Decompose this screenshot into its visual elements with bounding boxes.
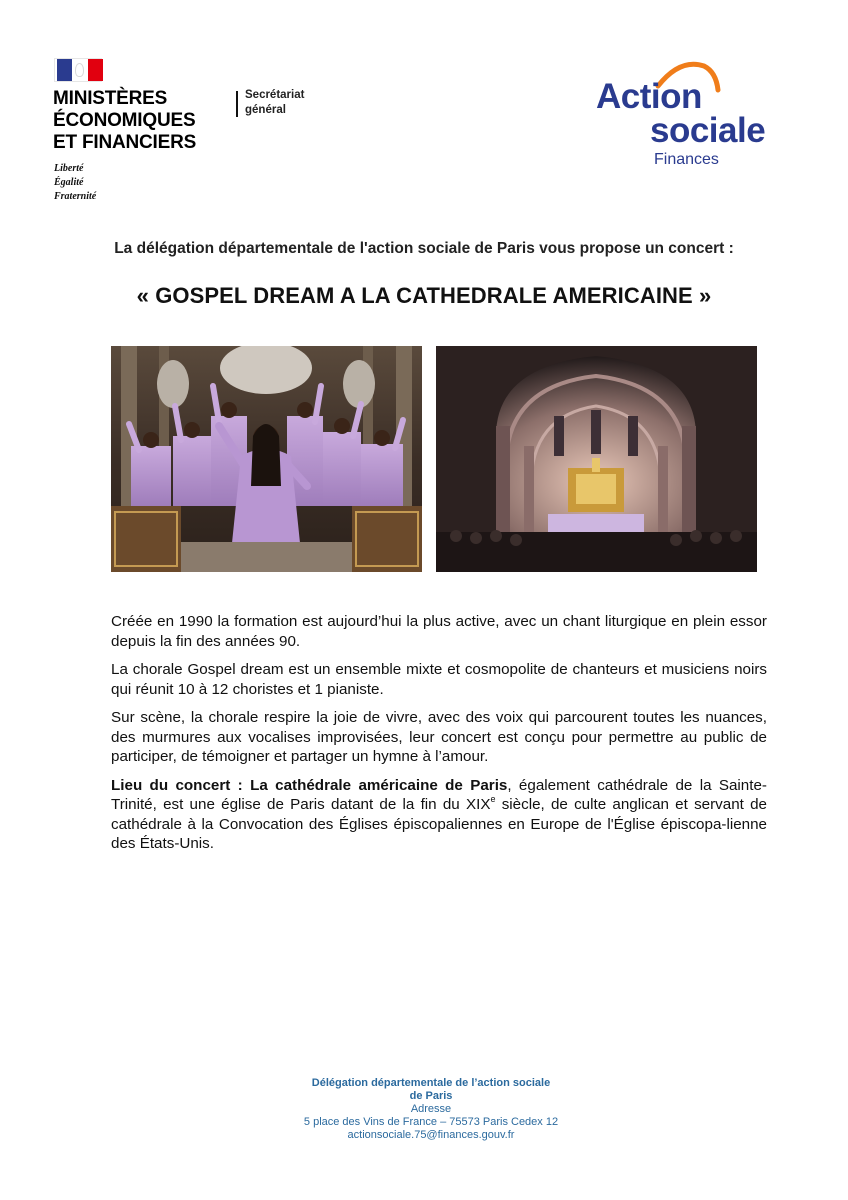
ministry-name	[53, 88, 196, 154]
motto-line: Fraternité	[54, 191, 97, 202]
ministry-name-line: ÉCONOMIQUES	[53, 110, 196, 131]
logo-word-finances: Finances	[654, 151, 719, 168]
footer-line: Délégation départementale de l’action sociale	[311, 1077, 551, 1089]
location-place: La cathédrale américaine de Paris	[250, 776, 508, 794]
footer-line: Adresse	[410, 1103, 452, 1115]
footer-email[interactable]: actionsociale.75@finances.gouv.fr	[347, 1129, 515, 1141]
location-label: Lieu du concert :	[111, 776, 243, 794]
ministry-logo	[52, 58, 352, 208]
cathedral-interior-photo	[436, 346, 757, 572]
separator-bar	[236, 91, 238, 117]
ministry-name-line: ET FINANCIERS	[53, 132, 197, 153]
paragraph: Sur scène, la chorale respire la joie de vivre, avec des voix qui parcourent toutes les nuances, des murmures aux vocalises improvisées, leur concert est conçu pour permettre au public de participer, de témoigner et partager un hymne à l’amour.	[111, 709, 767, 765]
motto-line: Liberté	[54, 163, 84, 174]
paragraph: Créée en 1990 la formation est aujourd’hui la plus active, avec un chant liturgique en plein essor depuis la fin des années 90.	[111, 613, 767, 650]
logo-word-sociale: sociale	[650, 111, 766, 150]
action-sociale-logo	[592, 60, 782, 175]
logo-word-action: Action	[596, 77, 702, 116]
paragraph-location	[111, 776, 767, 854]
location-superscript: e	[490, 793, 496, 804]
marianne-flag-icon	[54, 58, 102, 82]
location-text-a: , également cathédrale de la Sainte-Trinité, est une église de Paris datant de la fin du XIX	[111, 776, 767, 813]
republic-motto	[54, 162, 96, 204]
secretariat-line: général	[245, 104, 286, 116]
footer-line: 5 place des Vins de France – 75573 Paris Cedex 12	[303, 1116, 559, 1128]
secretariat-line: Secrétariat	[245, 89, 305, 101]
location-text-b: siècle, de culte anglican et servant de cathédrale à la Convocation des Églises épiscopaliennes en Europe de l'Église épiscopa-lienne des États-Unis.	[111, 796, 767, 852]
gospel-choir-photo	[111, 346, 422, 572]
footer-address	[250, 1077, 612, 1142]
body-text	[111, 612, 767, 863]
paragraph: La chorale Gospel dream est un ensemble mixte et cosmopolite de chanteurs et musiciens noirs qui réunit 10 à 12 choristes et 1 pianiste.	[111, 661, 767, 698]
footer-line: de Paris	[409, 1090, 453, 1102]
secretariat-label	[245, 88, 304, 118]
motto-line: Égalité	[54, 177, 84, 188]
page-title: « GOSPEL DREAM A LA CATHEDRALE AMERICAINE »	[136, 283, 712, 308]
ministry-name-line: MINISTÈRES	[53, 88, 168, 109]
intro-line: La délégation départementale de l'action sociale de Paris vous propose un concert :	[114, 240, 734, 257]
